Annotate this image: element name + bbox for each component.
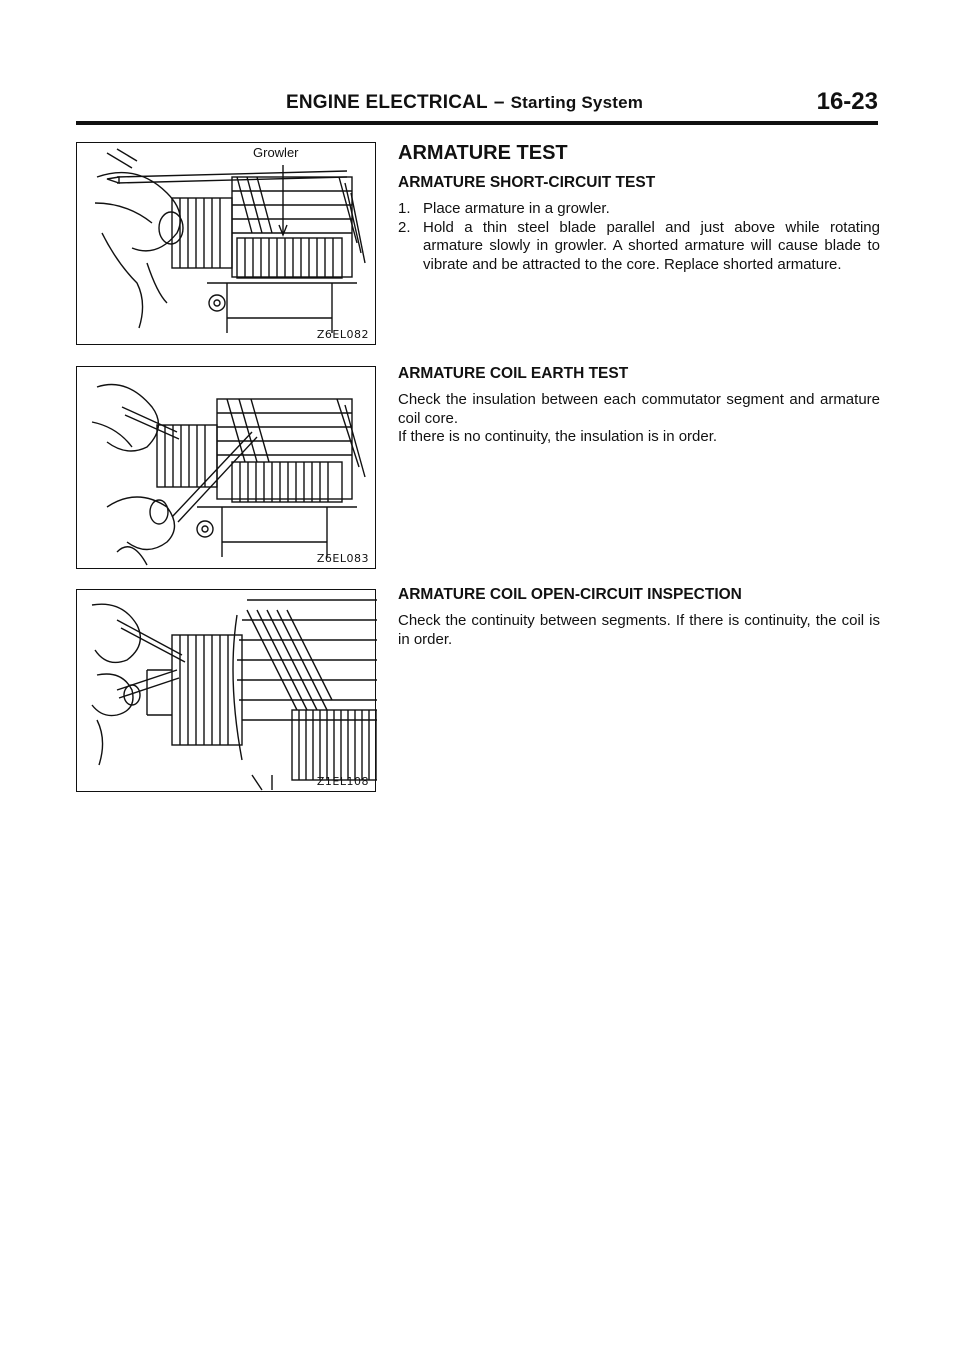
armature-test-section (398, 142, 880, 274)
growler-label: Growler (253, 145, 299, 160)
page-header (76, 88, 878, 120)
earth-test-paragraph: Check the insulation between each commutator segment and armature coil core. (398, 391, 880, 427)
growler-illustration (77, 143, 377, 346)
page-number: 16-23 (816, 88, 878, 115)
step-number: 1. (398, 200, 411, 217)
open-circuit-paragraph: Check the continuity between segments. If there is continuity, the coil is in order. (398, 612, 880, 648)
step-text: Hold a thin steel blade parallel and just above while rotating armature slowly in growler. A shorted armature will cause blade to vibrate and be attracted to the core. Replace shorted armature. (423, 218, 880, 273)
header-separator: – (493, 92, 505, 113)
short-circuit-steps (398, 200, 880, 274)
header-title: ENGINE ELECTRICAL (286, 92, 488, 113)
header-subtitle: Starting System (510, 93, 644, 112)
step-text: Place armature in a growler. (423, 200, 610, 217)
header-title-group (286, 92, 643, 114)
header-rule (76, 121, 878, 125)
figure-open-circuit (76, 589, 376, 792)
short-circuit-heading: ARMATURE SHORT-CIRCUIT TEST (398, 174, 656, 191)
earth-test-heading: ARMATURE COIL EARTH TEST (398, 365, 629, 382)
section-title: ARMATURE TEST (398, 142, 568, 164)
step-item (398, 200, 880, 219)
figure-code: Z6EL082 (316, 328, 369, 341)
figure-growler-test (76, 142, 376, 345)
figure-code: Z1EL108 (316, 775, 369, 788)
open-circuit-heading: ARMATURE COIL OPEN-CIRCUIT INSPECTION (398, 586, 742, 603)
figure-code: Z6EL083 (316, 552, 369, 565)
step-number: 2. (398, 218, 411, 236)
figure-earth-test (76, 366, 376, 569)
step-item (398, 219, 880, 275)
earth-test-paragraph: If there is no continuity, the insulation is in order. (398, 428, 718, 445)
open-circuit-section (398, 586, 880, 649)
earth-test-section (398, 365, 880, 447)
earth-test-illustration (77, 367, 377, 570)
open-circuit-illustration (77, 590, 377, 793)
